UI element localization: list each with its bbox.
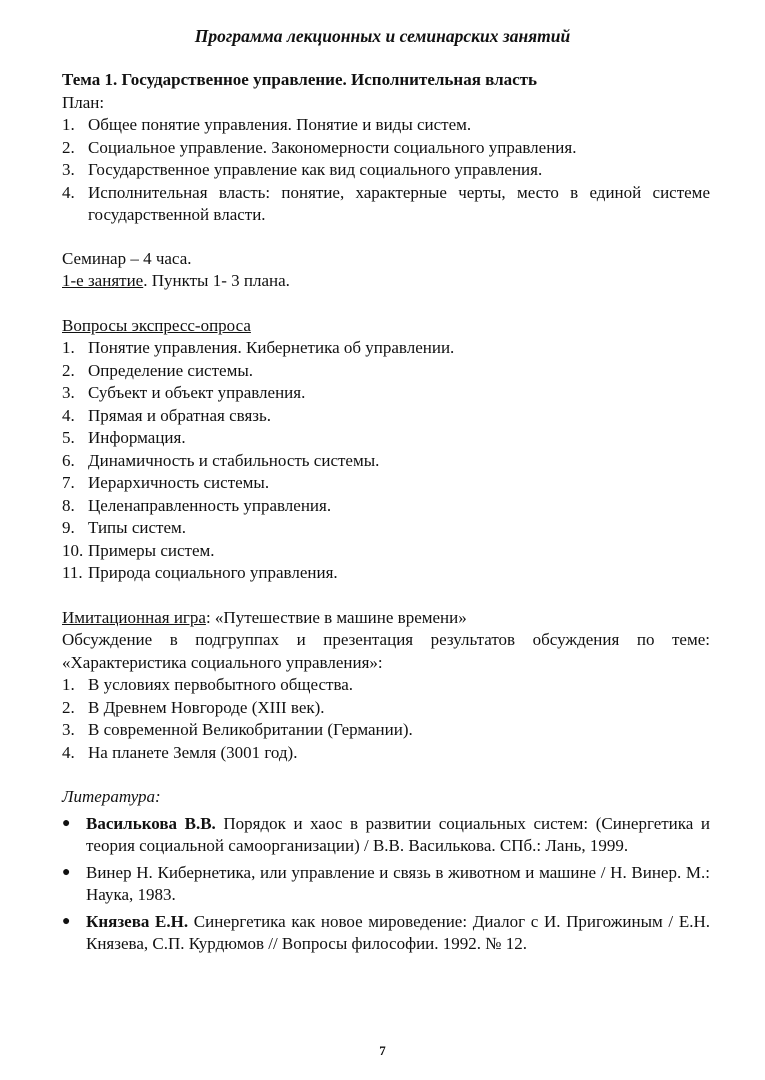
- game-list: [62, 674, 710, 764]
- literature-text: Синергетика как новое мироведение: Диалог с И. Пригожиным / Е.Н. Князева, С.П. Курдюмов // Вопросы философии. 1992. № 12.: [86, 911, 710, 953]
- game-item-text: В Древнем Новгороде (XIII век).: [88, 697, 325, 717]
- game-item: [62, 697, 710, 720]
- literature-author: Князева Е.Н.: [86, 911, 189, 931]
- game-item: [62, 674, 710, 697]
- seminar-session: [62, 270, 710, 293]
- literature-entry: [86, 862, 710, 907]
- game-item-text: На планете Земля (3001 год).: [88, 742, 298, 762]
- quiz-item: [62, 427, 710, 450]
- game-item-number: 4.: [62, 742, 75, 762]
- quiz-item-text: Природа социального управления.: [88, 563, 338, 582]
- quiz-item-number: 3.: [62, 383, 75, 402]
- quiz-item: [62, 337, 710, 360]
- quiz-item: [62, 405, 710, 428]
- session-text: . Пункты 1- 3 плана.: [143, 271, 290, 290]
- game-item-text: В условиях первобытного общества.: [88, 675, 354, 694]
- quiz-item: [62, 472, 710, 495]
- quiz-item: [62, 540, 710, 563]
- game-item: [62, 742, 710, 765]
- quiz-item: [62, 450, 710, 473]
- quiz-item-number: 2.: [62, 360, 75, 380]
- topic-heading: Тема 1. Государственное управление. Исполнительная власть: [62, 70, 538, 89]
- literature-text: Кибернетика, или управление и связь в животном и машине / Н. Винер. М.: Наука, 1983.: [86, 862, 710, 904]
- literature-entry: [86, 813, 710, 858]
- plan-item-number: 2.: [62, 137, 75, 157]
- quiz-item-number: 6.: [62, 450, 75, 470]
- plan-label: План:: [62, 92, 105, 112]
- quiz-item-text: Динамичность и стабильность системы.: [88, 450, 380, 470]
- plan-item: [62, 159, 710, 182]
- quiz-item-number: 10.: [62, 540, 84, 560]
- plan-item-text: Исполнительная власть: понятие, характерные черты, место в единой системе государственной власти.: [88, 182, 710, 224]
- game-item-number: 3.: [62, 720, 75, 739]
- game-item-number: 1.: [62, 675, 75, 694]
- plan-item: [62, 182, 710, 227]
- page-number: 7: [379, 1043, 386, 1058]
- quiz-item-text: Информация.: [88, 428, 186, 447]
- quiz-item-number: 9.: [62, 518, 75, 537]
- literature-entry: [86, 911, 710, 956]
- quiz-item-text: Понятие управления. Кибернетика об управлении.: [88, 338, 455, 357]
- quiz-list: [62, 337, 710, 585]
- quiz-item-number: 5.: [62, 428, 75, 447]
- quiz-item: [62, 517, 710, 540]
- quiz-item-number: 8.: [62, 495, 75, 515]
- quiz-item-text: Целенаправленность управления.: [88, 495, 332, 515]
- literature-author: Василькова В.В.: [86, 813, 216, 833]
- game-title: [62, 607, 710, 630]
- game-label: Имитационная игра: [62, 607, 206, 627]
- quiz-item-text: Типы систем.: [88, 518, 186, 537]
- quiz-item-text: Прямая и обратная связь.: [88, 405, 271, 425]
- bullet-icon: ●: [62, 815, 71, 831]
- game-name: : «Путешествие в машине времени»: [205, 607, 467, 627]
- literature-list: [62, 813, 710, 956]
- literature-item: [62, 813, 710, 858]
- game-item-text: В современной Великобритании (Германии).: [88, 720, 413, 739]
- literature-author: Винер Н.: [86, 862, 153, 882]
- quiz-item: [62, 382, 710, 405]
- plan-item-number: 4.: [62, 182, 75, 202]
- quiz-item-text: Определение системы.: [88, 360, 254, 380]
- quiz-item: [62, 562, 710, 585]
- plan-item-text: Общее понятие управления. Понятие и виды систем.: [88, 115, 472, 134]
- bullet-icon: ●: [62, 913, 71, 929]
- quiz-item: [62, 360, 710, 383]
- plan-item-number: 1.: [62, 115, 75, 134]
- literature-text: Порядок и хаос в развитии социальных систем: (Синергетика и теория социальной самоорганизации) / В.В. Василькова. СПб.: Лань, 1999.: [86, 813, 710, 855]
- page-content: [62, 69, 710, 960]
- plan-item: [62, 137, 710, 160]
- plan-item-number: 3.: [62, 160, 75, 179]
- plan-item: [62, 114, 710, 137]
- quiz-item: [62, 495, 710, 518]
- plan-list: [62, 114, 710, 227]
- literature-item: [62, 862, 710, 907]
- literature-item: [62, 911, 710, 956]
- plan-item-text: Социальное управление. Закономерности социального управления.: [88, 137, 577, 157]
- quiz-item-number: 1.: [62, 338, 75, 357]
- quiz-item-number: 7.: [62, 473, 75, 492]
- quiz-item-text: Примеры систем.: [88, 540, 215, 560]
- game-description: Обсуждение в подгруппах и презентация результатов обсуждения по теме: «Характеристика социального управления»:: [62, 630, 710, 672]
- quiz-item-number: 11.: [62, 563, 83, 582]
- bullet-icon: ●: [62, 864, 71, 880]
- plan-item-text: Государственное управление как вид социального управления.: [88, 160, 543, 179]
- quiz-item-text: Субъект и объект управления.: [88, 383, 306, 402]
- game-item: [62, 719, 710, 742]
- quiz-item-number: 4.: [62, 405, 75, 425]
- game-item-number: 2.: [62, 697, 75, 717]
- quiz-heading: Вопросы экспресс-опроса: [62, 315, 251, 335]
- quiz-item-text: Иерархичность системы.: [88, 473, 270, 492]
- page-title: Программа лекционных и семинарских занятий: [194, 26, 571, 46]
- session-label: 1-е занятие: [62, 271, 144, 290]
- literature-heading: Литература:: [62, 787, 161, 806]
- seminar-hours: Семинар – 4 часа.: [62, 248, 192, 268]
